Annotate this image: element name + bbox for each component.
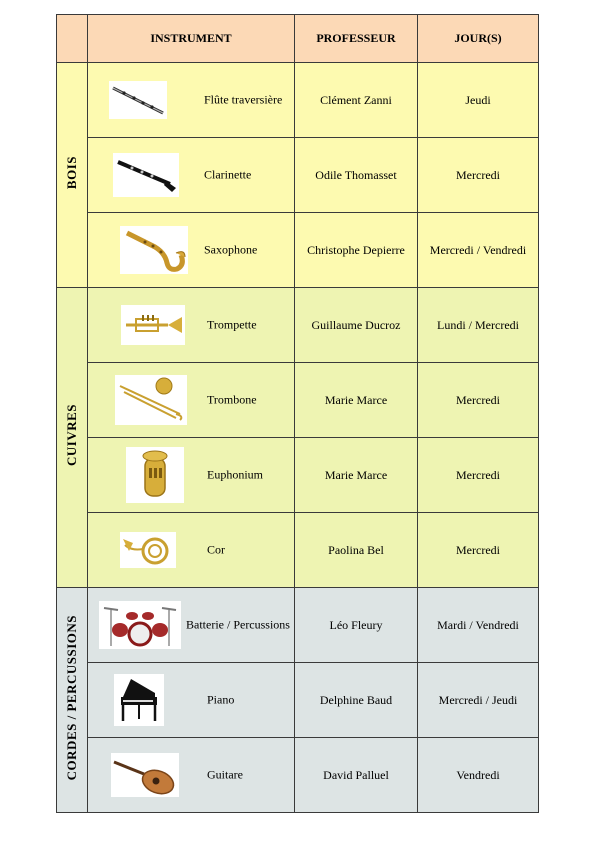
table-row [57,63,539,138]
header-row [57,15,539,63]
section-bois [57,63,88,288]
section-label: CUIVRES [64,404,79,467]
days-cell: Mercredi [418,138,539,213]
guitar-icon [111,753,179,797]
section-label: BOIS [64,156,79,190]
clarinet-icon [113,153,179,197]
instrument-cell [88,738,295,813]
instrument-cell [88,138,295,213]
table-row [57,663,539,738]
instrument-cell [88,513,295,588]
euphonium-icon [126,447,184,503]
flute-icon [109,81,167,119]
days-cell: Vendredi [418,738,539,813]
section-cuivres [57,288,88,588]
instrument-name: Piano [207,692,235,707]
header-days: JOUR(S) [418,15,539,63]
days-cell: Lundi / Mercredi [418,288,539,363]
days-cell: Mercredi [418,513,539,588]
teacher-cell: Marie Marce [295,363,418,438]
teacher-cell: Christophe Depierre [295,213,418,288]
section-label: CORDES / PERCUSSIONS [64,615,79,781]
instrument-name: Trompette [207,317,257,332]
instrument-cell [88,663,295,738]
days-cell: Mercredi / Jeudi [418,663,539,738]
instrument-name: Guitare [207,767,243,782]
instrument-name: Clarinette [204,167,252,182]
teacher-cell: Léo Fleury [295,588,418,663]
instrument-cell [88,213,295,288]
teacher-cell: Marie Marce [295,438,418,513]
header-teacher: PROFESSEUR [295,15,418,63]
table-row [57,363,539,438]
table-row [57,288,539,363]
schedule-table [56,14,539,813]
teacher-cell: Odile Thomasset [295,138,418,213]
teacher-cell: David Palluel [295,738,418,813]
days-cell: Mercredi [418,438,539,513]
header-instrument: INSTRUMENT [88,15,295,63]
trumpet-icon [121,305,185,345]
instrument-cell [88,288,295,363]
table-row [57,588,539,663]
instrument-name: Saxophone [204,242,258,257]
instrument-name: Cor [207,542,225,557]
days-cell: Mardi / Vendredi [418,588,539,663]
teacher-cell: Clément Zanni [295,63,418,138]
trombone-icon [115,375,187,425]
drums-icon [99,601,181,649]
instrument-name: Batterie / Percussions [186,617,290,632]
section-cordes-percussions [57,588,88,813]
table-row [57,438,539,513]
table-row [57,738,539,813]
instrument-cell [88,588,295,663]
instrument-name: Flûte traversière [204,92,283,107]
teacher-cell: Guillaume Ducroz [295,288,418,363]
instrument-cell [88,63,295,138]
teacher-cell: Delphine Baud [295,663,418,738]
table-row [57,513,539,588]
instrument-name: Trombone [207,392,257,407]
teacher-cell: Paolina Bel [295,513,418,588]
instrument-cell [88,363,295,438]
table-row [57,213,539,288]
days-cell: Jeudi [418,63,539,138]
saxophone-icon [120,226,188,274]
instrument-name: Euphonium [207,467,263,482]
table-row [57,138,539,213]
days-cell: Mercredi / Vendredi [418,213,539,288]
days-cell: Mercredi [418,363,539,438]
instrument-cell [88,438,295,513]
header-corner [57,15,88,63]
horn-icon [120,532,176,568]
piano-icon [114,674,164,726]
